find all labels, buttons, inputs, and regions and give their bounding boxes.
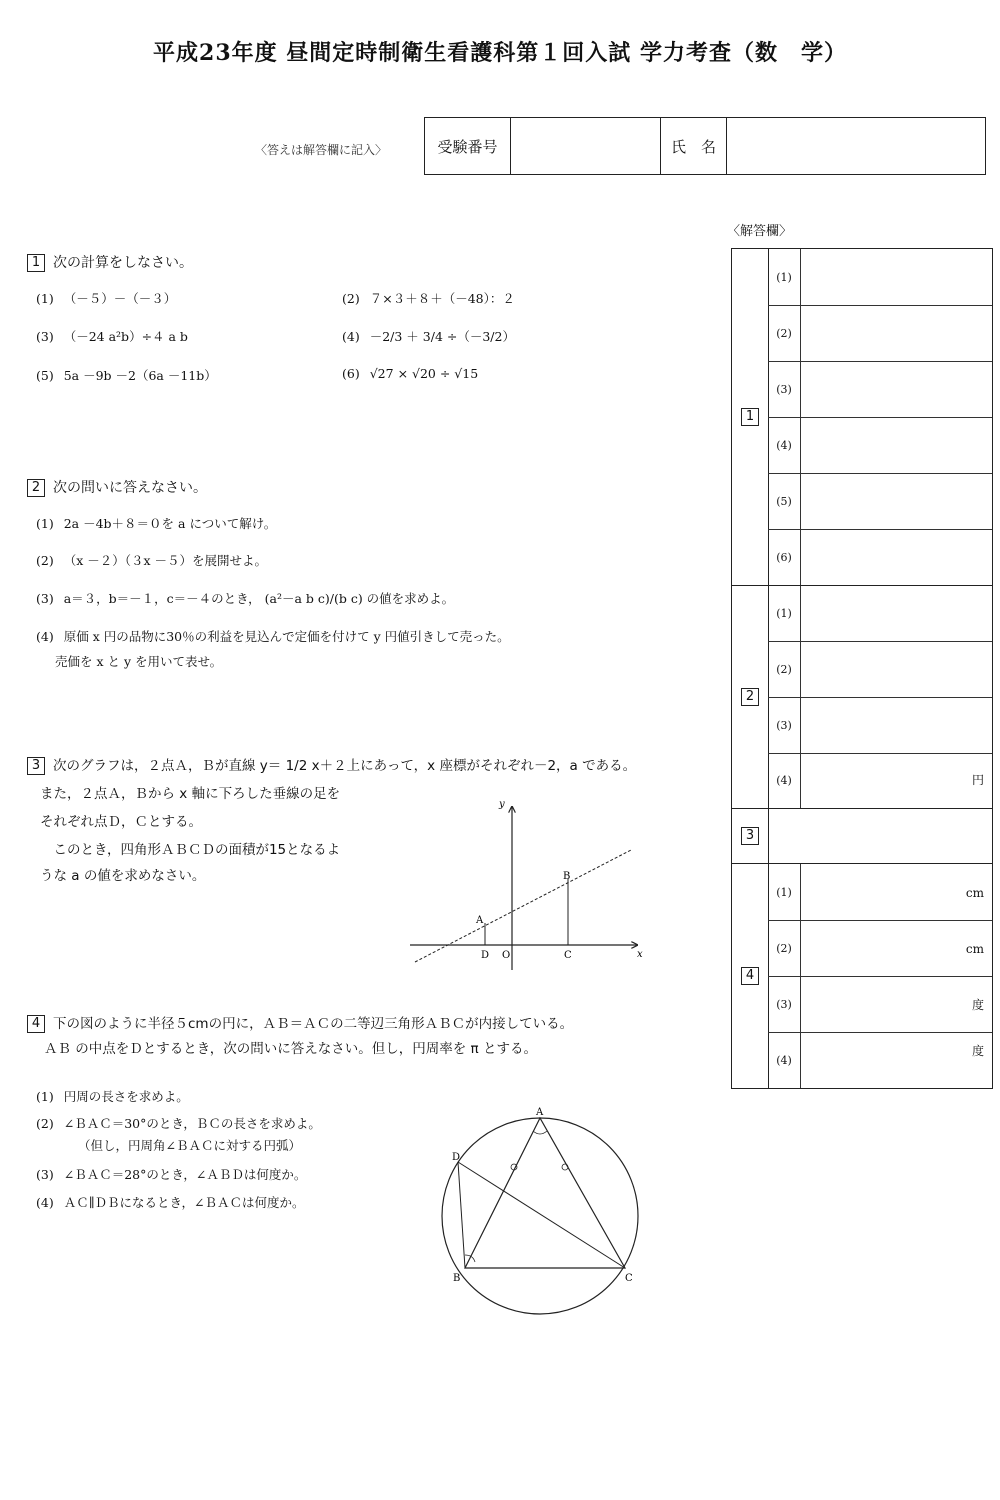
- q2-number: 2: [27, 479, 45, 497]
- q3-line-2: また，２点Ａ，Ｂから x 軸に下ろした垂線の足を: [40, 786, 341, 802]
- answer-2-4[interactable]: (4) 円: [768, 753, 992, 808]
- q1-item-6: (6) √27 × √20 ÷ √15: [342, 366, 479, 381]
- q1-item-3: (3) （－24 a²b）÷４ a b: [36, 329, 188, 344]
- q4-item-3: (3) ∠ＢＡＣ＝28°のとき，∠ＡＢＤは何度か。: [36, 1167, 307, 1182]
- label-c: C: [564, 950, 572, 961]
- answer-1-4[interactable]: (4): [768, 417, 992, 474]
- circle: [442, 1118, 638, 1314]
- segment-dc: [458, 1162, 625, 1268]
- q2-heading-text: 次の問いに答えなさい。: [53, 480, 207, 496]
- answer-4-2[interactable]: (2) cm: [768, 920, 992, 977]
- answer-1-3[interactable]: (3): [768, 361, 992, 418]
- answer-2-1[interactable]: (1): [768, 586, 992, 642]
- label-y: y: [499, 799, 505, 810]
- unit-deg-1: 度: [971, 998, 984, 1012]
- q4-item-2: (2) ∠ＢＡＣ＝30°のとき，ＢＣの長さを求めよ。: [36, 1116, 321, 1131]
- unit-cm-1: cm: [965, 886, 984, 900]
- answer-1-5[interactable]: (5): [768, 473, 992, 530]
- q4-item-1: (1) 円周の長さを求めよ。: [36, 1089, 189, 1104]
- q1-heading: [27, 252, 193, 272]
- unit-cm-2: cm: [965, 942, 984, 956]
- answer-4-3[interactable]: (3) 度: [768, 976, 992, 1033]
- q2-item-3: (3) a＝３，b＝－１，c＝－４のとき， (a²－a b c)/(b c) の値を求めよ。: [36, 591, 455, 606]
- q3-line-1: 3 次のグラフは，２点Ａ，Ｂが直線 y＝ 1/2 x＋２上にあって，x 座標がそれぞれ－2，a である。: [27, 752, 636, 780]
- exam-number-label: 受験番号: [425, 118, 511, 174]
- answer-section-2-label: 2: [732, 586, 769, 808]
- triangle-abc: [465, 1118, 625, 1268]
- q4-item-4: (4) ＡＣ∥ＤＢになるとき，∠ＢＡＣは何度か。: [36, 1195, 305, 1210]
- label-o: O: [502, 950, 511, 961]
- exam-number-field[interactable]: [511, 118, 661, 174]
- fig-label-a: A: [536, 1107, 544, 1118]
- answer-section-2: [731, 585, 993, 809]
- answer-2-3[interactable]: (3): [768, 697, 992, 754]
- name-label: 氏 名: [661, 118, 727, 174]
- q1-item-4: (4) －2/3 ＋ 3/4 ÷（－3/2）: [342, 329, 515, 344]
- answer-section-4: [731, 863, 993, 1089]
- answer-1-6[interactable]: (6): [768, 529, 992, 585]
- fig-label-d: D: [452, 1152, 461, 1163]
- q2-item-2: (2) （x －２）（３x －５）を展開せよ。: [36, 553, 268, 568]
- q3-number: 3: [27, 757, 45, 775]
- q2-item-4-cont: 売価を x と y を用いて表せ。: [55, 654, 223, 669]
- unit-yen: 円: [971, 773, 984, 787]
- label-a: A: [476, 915, 484, 926]
- answer-note: 〈答えは解答欄に記入〉: [255, 143, 388, 157]
- label-x: x: [637, 949, 643, 960]
- answer-section-3-label: 3: [732, 809, 769, 863]
- answer-3[interactable]: [768, 809, 992, 863]
- answer-section-3: [731, 808, 993, 864]
- q4-figure: [435, 1105, 655, 1315]
- q3-line-5: うな a の値を求めなさい。: [40, 868, 206, 884]
- answer-2-2[interactable]: (2): [768, 641, 992, 698]
- id-box: [424, 117, 986, 175]
- q1-item-5: (5) 5a －9b －2（6a －11b）: [36, 368, 217, 383]
- answer-1-2[interactable]: (2): [768, 305, 992, 362]
- label-d: D: [481, 950, 490, 961]
- q4-line-2: ＡＢ の中点をＤとするとき，次の問いに答えなさい。但し，円周率を π とする。: [44, 1041, 537, 1057]
- answer-4-4[interactable]: (4) 度: [768, 1032, 992, 1088]
- answer-section-1: [731, 248, 993, 586]
- q2-item-1: (1) 2a －4b＋８＝０を a について解け。: [36, 516, 277, 531]
- angle-a-mark: [533, 1131, 547, 1134]
- answer-1-1[interactable]: (1): [768, 249, 992, 306]
- answer-section-1-label: 1: [732, 249, 769, 585]
- q2-heading: [27, 477, 207, 497]
- q4-item-2-note: （但し，円周角∠ＢＡＣに対する円弧）: [78, 1138, 301, 1153]
- q3-graph: [405, 795, 655, 975]
- name-field[interactable]: [727, 118, 985, 174]
- answer-section-4-label: 4: [732, 864, 769, 1088]
- answer-sheet-title: 〈解答欄〉: [727, 224, 793, 239]
- q3-line-3: それぞれ点Ｄ，Ｃとする。: [40, 814, 202, 830]
- q1-item-2: (2) ７×３＋８＋（－48）：２: [342, 291, 515, 306]
- q2-item-4: (4) 原価 x 円の品物に30％の利益を見込んで定価を付けて y 円値引きして売った。: [36, 629, 510, 644]
- label-b: B: [563, 871, 571, 882]
- fig-label-b: B: [453, 1273, 461, 1284]
- q3-line-4: このとき，四角形ＡＢＣＤの面積が15となるよ: [40, 842, 341, 858]
- q4-line-1: 4 下の図のように半径５cmの円に，ＡＢ＝ＡＣの二等辺三角形ＡＢＣが内接している。: [27, 1010, 573, 1038]
- answer-4-1[interactable]: (1) cm: [768, 864, 992, 921]
- segment-db: [458, 1162, 465, 1268]
- unit-deg-2: 度: [971, 1044, 984, 1058]
- q1-heading-text: 次の計算をしなさい。: [53, 255, 193, 271]
- page-title: 平成23年度 昼間定時制衛生看護科第１回入試 学力考査（数 学）: [153, 40, 847, 66]
- q1-number: 1: [27, 254, 45, 272]
- fig-label-c: C: [625, 1273, 633, 1284]
- q4-number: 4: [27, 1015, 45, 1033]
- q1-item-1: (1) （－５）－（－３）: [36, 291, 177, 306]
